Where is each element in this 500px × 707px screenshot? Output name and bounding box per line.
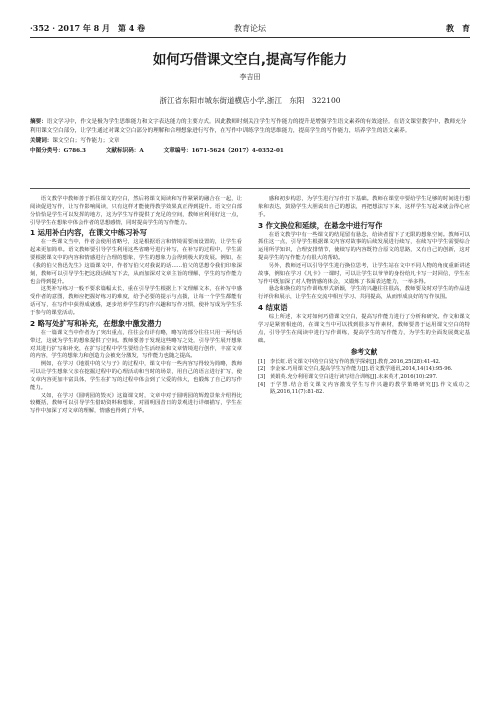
article-number: 文章编号：1671-5624（2017）4-0352-01 (163, 148, 284, 155)
journal-name: 教育论坛 (234, 24, 266, 33)
paragraph: 在语文教学中有一些课文的结尾留有悬念，给读者留下了无限的想象空间。教师可以抓住这一点，引导学生根据课文内容对故事的后续发展进行续写，在续写中学生需要综合运用所学知识，合理安排情节，使续写的内容既符合原文的思路，又有自己的创新，这对提高学生的写作能力有很大的帮助。 (258, 231, 470, 262)
reference-number: [2] (258, 366, 266, 373)
header-divider (30, 37, 470, 38)
reference-item (258, 382, 470, 397)
paragraph: 又如，在学习《圆明园的毁灭》这篇课文时，文章中对于圆明园的辉煌景象介绍得比较概括，教师可以引导学生借助资料和想象，对圆明园昔日的景观进行详细描写，学生在写作中加深了对文章的理解，情感也得到了升华。 (30, 392, 242, 415)
keywords-text: 课文空白；写作能力；文章 (52, 137, 120, 144)
section-heading-2: 2 略写处扩写和补充，在想象中激发潜力 (30, 318, 162, 328)
front-matter (30, 118, 470, 157)
paragraph: 悬念和换位的写作训练形式新颖，学生的兴趣往往很高，教师要及时对学生的作品进行评价和展示，让学生在交流中相互学习、共同提高，从而形成良好的写作氛围。 (258, 286, 470, 301)
keywords-label: 关键词： (30, 137, 53, 144)
paragraph: 语文教学中教师善于抓住课文的空白，然后将课文阅读和写作紧紧的融合在一起，让阅读促进写作，让写作影响阅读，只有这样才能使得教学效果真正得到提升。语文空白部分恰恰是学生可以发挥的地方，这为学生写作提供了充足的空间，教师应利用好这一点，引导学生在想象中体会作者的思想感情，同时提高学生的写作能力。 (30, 196, 242, 226)
paragraph: 这类补写练习一般不要求篇幅太长，重在引导学生根据上下文理解文本，在补写中感受作者的意图，教师应把握好练习的难度，给予必要的提示与点拨，让每一个学生都能有话可写，在写作中获得成就感，逐步培养学生的写作兴趣和写作习惯，使补写成为学生乐于参与的课堂活动。 (30, 286, 242, 316)
right-column (258, 196, 470, 397)
paragraph: 另外，教师还可以引导学生进行换位思考，让学生站在文中不同人物的角度重新讲述故事，例如在学习《凡卡》一课时，可以让学生以爷爷的身份给凡卡写一封回信，学生在写作中既加深了对人物情感的体会，又锻炼了书面表达能力，一举多得。 (258, 262, 470, 285)
section-heading-1: 1 运用补白内容，在课文中练习补写 (30, 228, 148, 238)
author-affiliation: 浙江省东阳市城东街道横店小学,浙江 东阳 322100 (159, 96, 341, 105)
left-column (30, 196, 242, 416)
reference-item (258, 366, 470, 374)
paper-title: 如何巧借课文空白,提高写作能力 (152, 52, 348, 68)
reference-number: [3] (258, 373, 266, 380)
clc-number: 中图分类号：G786.3 (30, 148, 86, 155)
paper-author: 李吉田 (239, 73, 261, 81)
reference-item (258, 374, 470, 382)
reference-text: 于学慧.结合语文课文内容激发学生写作兴趣的教学策略研究[J].作文成功之路,2016,11(7):81-82. (270, 381, 470, 396)
document-code: 文献标识码：A (105, 148, 144, 155)
reference-text: 黄娟英.充分利用课文空白进行读写结合训练[J].未来英才,2016(10):297. (270, 373, 438, 380)
references-heading: 参考文献 (350, 347, 378, 356)
classification-line (30, 147, 470, 156)
paragraph: 感和初步构思，为学生进行写作打下基础。教师在课堂中要给学生足够的时间进行想象和表达，鼓励学生大胆说出自己的想法，再把想法写下来，这样学生写起来就会得心应手。 (258, 196, 470, 218)
front-matter-divider (30, 188, 470, 189)
section-heading-4: 4 结束语 (258, 303, 288, 313)
paragraph: 在一篇课文当中作者为了突出重点，往往会有详有略，略写的部分往往只用一两句话带过，这就为学生的想象提供了空间。教师要善于发现这些略写之处，引导学生展开想象对其进行扩写和补充，在扩写过程中学生要结合生活经验和文章情境进行创作，丰富文章的内容，学生的想象力和创造力会被充分激发，写作能力也随之提高。 (30, 329, 242, 360)
reference-text: 李金家.巧用课文空白,提高学生写作能力[J].语文教学通讯,2014,14(14):95-96. (270, 366, 453, 373)
paragraph: 例如，在学习《地震中的父与子》的过程中，课文中有一些内容写得较为简略，教师可以让学生想象父亲在挖掘过程中的心理活动和当时的场景，用自己的语言进行扩写，使文章内容更加丰富具体，学生在扩写的过程中体会到了父爱的伟大，也锻炼了自己的写作能力。 (30, 361, 242, 391)
reference-number: [4] (258, 381, 266, 388)
abstract (30, 118, 470, 137)
section-heading-3: 3 作文换位和延续，在悬念中进行写作 (258, 220, 383, 230)
keywords (30, 137, 470, 146)
abstract-label: 摘要： (30, 119, 47, 125)
section-name: 教 育 (446, 23, 470, 33)
paragraph: 综上所述，本文对如何巧借课文空白，提高写作能力进行了分析和研究。作文和课文学习是紧密相连的，在课文当中可以找到很多写作素材，教师要善于运用课文空白的特点，引导学生在阅读中进行写作训练，提高学生的写作能力，为学生的全面发展奠定基础。 (258, 314, 470, 344)
issue-info: ·352 · 2017 年 8 月 第 4 卷 (30, 23, 146, 33)
reference-text: 李长虹.语文课文中的空白处写作的教学探索[J].教育,2016,25(28):41-42. (270, 358, 441, 365)
reference-number: [1] (258, 358, 266, 365)
running-header (30, 22, 470, 35)
paragraph: 在一些课文当中，作者会使用省略号，这是根据语言和情境需要而设置的，让学生看起来更加简单。语文教师要引导学生利用这些省略号进行补写，在补写的过程中，学生需要根据课文中的内容和情感进行合理的想象，学生的想象力会得到极大的发展。例如，在《我的伯父鲁迅先生》这篇课文中，作者写伯父对我说的话……伯父的思想令我们印象深刻，教师可以引导学生把这段话续写下去，从而加深对文章主旨的理解，学生的写作能力也会得到提升。 (30, 239, 242, 285)
abstract-text: 语文学习中，作文是极为学生思维能力和文字表达能力的主要方式。因此教师时刻关注学生写作能力的提升是增强学生语文素养的有效途径。在语文课堂教学中，教师充分利用课文空白部分，让学生通过对课文空白部分的理解和合理想象进行写作，在写作中训练学生的思维能力，提高学生的写作能力，培养学生的语文素养。 (30, 119, 467, 135)
